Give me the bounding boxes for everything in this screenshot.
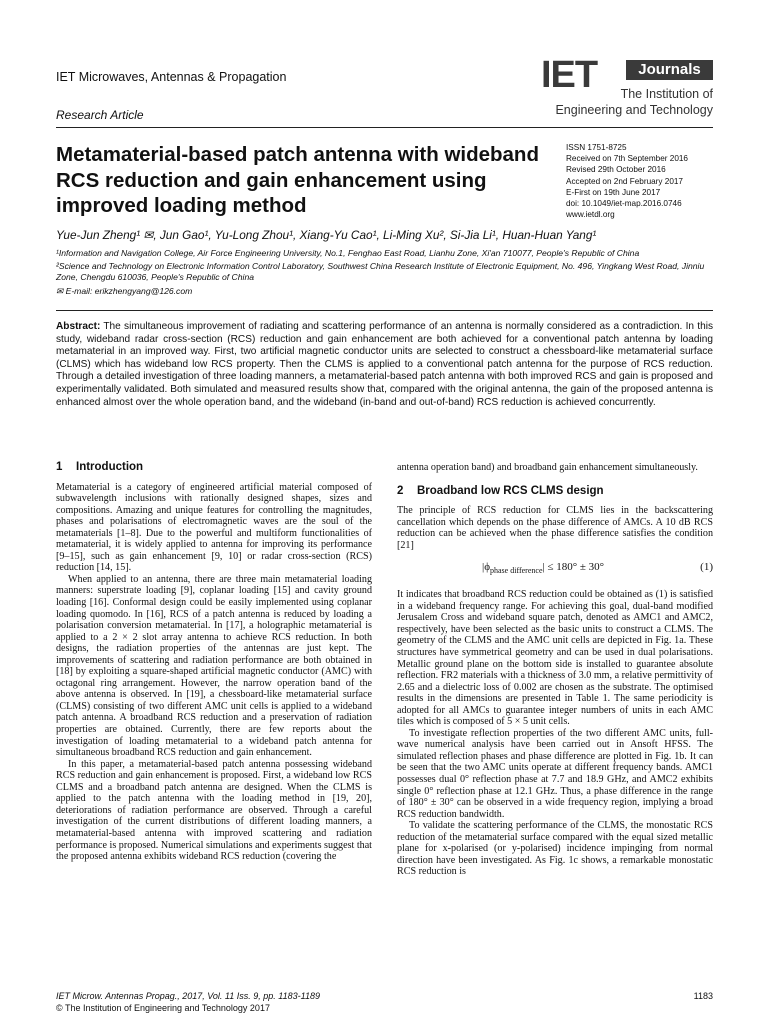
page-number: 1183	[693, 991, 713, 1001]
paragraph: Metamaterial is a category of engineered artificial material composed of subwavelength inclusions with rationally designed shapes, sizes and compositions. Amazing and unique features for controlling the magnitudes, phases and polarisations of electromagnetic waves are the soul of the metamaterials [1–8]. Due to the powerful and multiform functionalities of metamaterial, it is widely applied to antenna for improving its performance [9–15], such as gain enhancement [9, 10] or radar cross-section (RCS) reduction [14, 15].	[56, 481, 372, 574]
iet-logo-line2: Engineering and Technology	[555, 103, 713, 117]
section-heading-introduction	[56, 462, 372, 474]
received-date: Received on 7th September 2016	[566, 154, 688, 164]
corresponding-email[interactable]: ✉ E-mail: erikzhengyang@126.com	[56, 285, 193, 296]
abstract-text: The simultaneous improvement of radiating and scattering performance of an antenna is normally considered as a contradiction. In this study, wideband radar cross-section (RCS) reduction and gain enhancement are both achieved for a conventional patch antenna by loading metamaterial in an improved way. First, two artificial magnetic conductor units are selected to construct a chessboard-like metamaterial surface (CLMS) which has wideband low RCS property. Then the CLMS is applied to a conventional patch antenna for the purpose of RCS reduction. Through a detailed investigation of three loading manners, a metamaterial-based patch antenna with both improved RCS and gain is proposed and experimentally validated. Both simulated and measured results show that, compared with the original antenna, the gain of the proposed antenna is enhanced almost over the whole operation band, and the wideband (in-band and out-of-band) RCS reduction is achieved concurrently.	[56, 321, 713, 408]
equation-lhs: |ϕ	[482, 561, 490, 574]
section-number: 2	[397, 484, 404, 497]
section-title: Broadband low RCS CLMS design	[417, 484, 604, 497]
efirst-date: E-First on 19th June 2017	[566, 187, 661, 197]
issn: ISSN 1751-8725	[566, 143, 627, 152]
page-footer	[56, 990, 713, 1014]
paragraph: When applied to an antenna, there are three main metamaterial loading manners: superstrate loading [9], coplanar loading [15] and cavity ground loading [16]. Conformal design could be easily implemented using coplanar loading quomodo. In [16], RCS of a patch antenna is reduced by loading a polarisation conversion metamaterial. In [17], a holographic metamaterial is applied to a 2 × 2 slot array antenna to achieve RCS reduction. In both designs, the radiation properties of the antennas are just kept. The improvements of scattering and radiation performance are both obtained in [18] by exploiting a square-shaped artificial magnetic conductor (AMC) with octagonal ring arrangement. However, the narrow operation band of the above antenna is observed. In [19], a chessboard-like metamaterial surface (CLMS) consisting of two different AMC unit cells is applied to a wideband patch antenna. A broadband RCS reduction and a preservation of radiation properties are obtained. Currently, there are few reports about the investigation of loading metamaterial to a wideband patch antenna for simultaneous broadband RCS reduction and gain enhancement.	[56, 573, 372, 759]
equation-number: (1)	[700, 561, 713, 574]
author-list: Yue-Jun Zheng¹ ✉, Jun Gao¹, Yu-Long Zhou¹, Xiang-Yu Cao¹, Li-Ming Xu², Si-Jia Li¹, Huan-Huan Yang¹	[56, 228, 597, 242]
journal-url-link[interactable]: www.ietdl.org	[566, 210, 615, 220]
affiliation-1: ¹Information and Navigation College, Air Force Engineering University, No.1, Fenghao East Road, Lianhu Zone, Xi'an 710077, People's Republic of China	[56, 248, 640, 258]
left-column	[56, 462, 372, 863]
iet-logo-mark: IET	[541, 54, 598, 96]
iet-logo-subtitle	[541, 86, 713, 118]
iet-logo-line1: The Institution of	[620, 87, 713, 101]
section-heading-clms-design	[397, 486, 713, 498]
article-meta	[566, 142, 726, 220]
iet-logo	[541, 54, 713, 120]
footer-copyright: © The Institution of Engineering and Technology 2017	[56, 1003, 270, 1013]
equation-subscript: phase difference	[490, 566, 543, 576]
paragraph: To investigate reflection properties of the two different AMC units, full-wave numerical analysis have been carried out in Ansoft HFSS. The simulated reflection phases and phase difference are plotted in Fig. 1b. It can be seen that the two AMC units operate at different frequency bands. AMC1 possesses dual 0° reflection phase at 7.7 and 18.9 GHz, and AMC2 exhibits single 0° reflection phase at 12.1 GHz. Thus, a phase difference in the range of 180° ± 30° can be observed in a wide frequency region, implying a broad RCS reduction bandwidth.	[397, 727, 713, 820]
section-number: 1	[56, 461, 63, 473]
abstract	[56, 321, 713, 409]
journal-name: IET Microwaves, Antennas & Propagation	[56, 70, 287, 84]
footer-citation: IET Microw. Antennas Propag., 2017, Vol. 11 Iss. 9, pp. 1183-1189	[56, 991, 320, 1001]
doi-link[interactable]: doi: 10.1049/iet-map.2016.0746	[566, 199, 682, 209]
header-divider	[56, 127, 713, 128]
paragraph: To validate the scattering performance of the CLMS, the monostatic RCS reduction of the metamaterial surface compared with the equal sized metallic plane for x-polarised (or y-polarised) incidence impinging from normal direction have been investigated. As Fig. 1c shows, a remarkable monostatic RCS reduction is	[397, 820, 713, 878]
abstract-label: Abstract:	[56, 321, 101, 332]
equation-1	[397, 557, 713, 583]
paragraph: It indicates that broadband RCS reduction could be obtained as (1) is satisfied in a wideband frequency range. For achieving this goal, dual-band modified Jerusalem Cross and wideband square patch, denoted as AMC1 and AMC2, respectively, have been selected as the basic units to construct a CLMS. The geometry of the CLMS and the AMC unit cells are depicted in Fig. 1a. These structures have symmetrical geometry and can be used in dual polarisations. Metallic ground plane on the bottom side is installed to guarantee absolute reflection. FR2 materials with a thickness of 3.0 mm, a relative permittivity of 2.65 and a dielectric loss of 0.002 are chosen as the substrate. The optimised results in the dimensions are presented in Table 1. The same periodicity is adopted for all AMCs to guarantee integer numbers of units in each AMC tiles which is composed of 5 × 5 unit cells.	[397, 589, 713, 728]
paragraph-continuation: antenna operation band) and broadband gain enhancement simultaneously.	[397, 462, 698, 473]
right-column	[397, 462, 713, 878]
revised-date: Revised 29th October 2016	[566, 165, 666, 175]
affiliations	[56, 248, 716, 299]
article-type: Research Article	[56, 108, 144, 122]
equation-rhs: | ≤ 180° ± 30°	[542, 561, 605, 574]
accepted-date: Accepted on 2nd February 2017	[566, 176, 683, 186]
affiliation-2: ²Science and Technology on Electronic Information Control Laboratory, Southwest China Research Institute of Electronic Equipment, No. 496, Yingkang West Road, Jinniu Zone, Chengdu 610036, People's Republic of China	[56, 261, 705, 283]
paper-title: Metamaterial-based patch antenna with wideband RCS reduction and gain enhancement using improved loading method	[56, 143, 539, 217]
journals-badge: Journals	[626, 60, 713, 80]
abstract-divider	[56, 310, 713, 311]
paragraph: The principle of RCS reduction for CLMS lies in the backscattering cancellation which depends on the phase difference of AMCs. A 10 dB RCS reduction can be achieved when the phase difference satisfies the condition [21]	[397, 505, 713, 551]
equation-body	[482, 562, 604, 577]
section-title: Introduction	[76, 461, 144, 473]
paragraph: In this paper, a metamaterial-based patch antenna possessing wideband RCS reduction and gain enhancement is proposed. First, a wideband low RCS CLMS and a broadband patch antenna are designed. When the CLMS is applied to the patch antenna with the loading method in [19, 20], deteriorations of radiation performance are observed. Through a careful investigation of the current distributions of different loading manners, a metamaterial-based antenna with improved scattering and radiation performance is proposed. Numerical simulations and experiments suggest that the proposed antenna exhibits wideband RCS reduction (covering the	[56, 758, 372, 863]
